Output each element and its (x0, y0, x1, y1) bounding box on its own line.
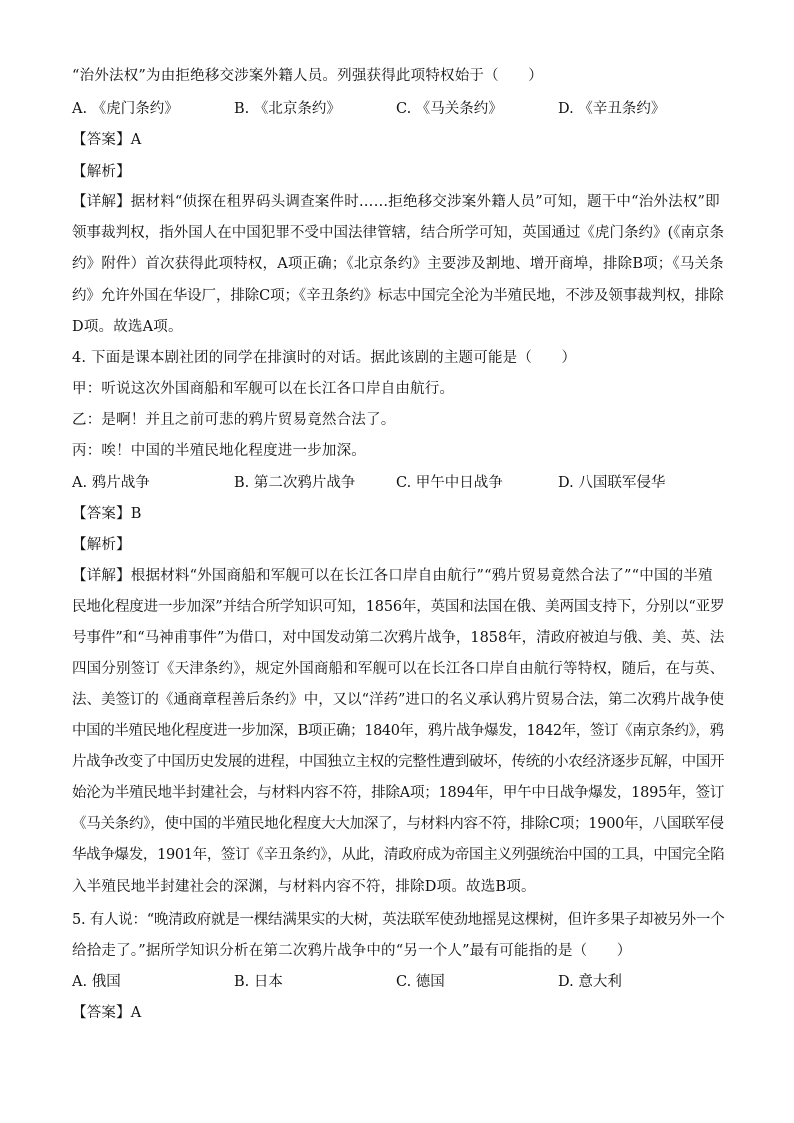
q4-detail-line: 法、美签订的《通商章程善后条约》中，又以“洋药”进口的名义承认鸦片贸易合法，第二次鸦片战争使 (72, 692, 725, 708)
q4-detail-line: 《马关条约》，使中国的半殖民地化程度大大加深了，与材料内容不符，排除C项；1900年，八国联军侵 (72, 816, 724, 832)
q3-option-a: A. 《虎门条约》 (72, 101, 179, 117)
q4-detail-line: 入半殖民地半封建社会的深渊，与材料内容不符，排除D项。故选B项。 (72, 879, 536, 895)
q5-stem-line: 5. 有人说：“晚清政府就是一棵结满果实的大树，英法联军使劲地摇晃这棵树，但许多果子却被另外一个 (72, 912, 725, 928)
q4-detail-line: 华战争爆发，1901年，签订《辛丑条约》，从此，清政府成为帝国主义列强统治中国的工具，中国完全陷 (72, 847, 725, 863)
q4-option-a: A. 鸦片战争 (72, 475, 150, 491)
q5-option-d: D. 意大利 (558, 974, 622, 990)
q4-answer: 【答案】B (72, 506, 142, 522)
q4-detail-line: 民地化程度进一步加深”并结合所学知识可知，1856年，英国和法国在俄、美两国支持下，分别以“亚罗 (72, 599, 725, 615)
q3-analysis-label: 【解析】 (72, 164, 131, 180)
q3-detail-line: 约》允许外国在华设厂，排除C项；《辛丑条约》标志中国完全沦为半殖民地，不涉及领事裁判权，排除 (72, 288, 724, 304)
q4-dialog-line: 甲：听说这次外国商船和军舰可以在长江各口岸自由航行。 (72, 381, 455, 397)
q3-detail-line: 领事裁判权，指外国人在中国犯罪不受中国法律管辖，结合所学可知，英国通过《虎门条约》(《南京条 (72, 225, 725, 241)
q5-option-b: B. 日本 (234, 974, 283, 990)
q5-answer: 【答案】A (72, 1005, 142, 1021)
q4-dialog-line: 丙：唉！中国的半殖民地化程度进一步加深。 (72, 443, 366, 459)
q4-detail-line: 四国分别签订《天津条约》，规定外国商船和军舰可以在长江各口岸自由航行等特权，随后，在与英、 (72, 661, 725, 677)
q3-stem: “治外法权”为由拒绝移交涉案外籍人员。列强获得此项特权始于（ ） (72, 68, 543, 84)
q4-detail-line: 号事件”和“马神甫事件”为借口，对中国发动第二次鸦片战争，1858年，清政府被迫与俄、美、英、法 (72, 630, 725, 646)
q3-option-b: B. 《北京条约》 (234, 101, 341, 117)
q5-option-a: A. 俄国 (72, 974, 121, 990)
q5-option-c: C. 德国 (396, 974, 445, 990)
q3-option-c: C. 《马关条约》 (396, 101, 503, 117)
q4-detail-line: 中国的半殖民地化程度进一步加深，B项正确；1840年，鸦片战争爆发，1842年，签订《南京条约》，鸦 (72, 723, 724, 739)
q4-option-d: D. 八国联军侵华 (558, 475, 666, 491)
q4-detail-line: 片战争改变了中国历史发展的进程，中国独立主权的完整性遭到破坏，传统的小农经济逐步瓦解，中国开 (72, 754, 725, 770)
q3-answer: 【答案】A (72, 132, 142, 148)
q4-stem: 4. 下面是课本剧社团的同学在排演时的对话。据此该剧的主题可能是（ ） (72, 350, 577, 366)
q4-dialog-line: 乙：是啊！并且之前可悲的鸦片贸易竟然合法了。 (72, 412, 396, 428)
q4-analysis-label: 【解析】 (72, 537, 131, 553)
q4-detail-line: 【详解】根据材料“外国商船和军舰可以在长江各口岸自由航行”“鸦片贸易竟然合法了”“中国的半殖 (72, 568, 713, 584)
q3-option-d: D. 《辛丑条约》 (558, 101, 666, 117)
q3-detail-line: 约》附件）首次获得此项特权，A项正确；《北京条约》主要涉及割地、增开商埠，排除B项；《马关条 (72, 256, 724, 272)
q3-detail-line: 【详解】据材料“侦探在租界码头调查案件时……拒绝移交涉案外籍人员”可知，题干中“治外法权”即 (72, 194, 720, 210)
q4-option-b: B. 第二次鸦片战争 (234, 475, 356, 491)
q4-option-c: C. 甲午中日战争 (396, 475, 503, 491)
q4-detail-line: 始沦为半殖民地半封建社会，与材料内容不符，排除A项；1894年，甲午中日战争爆发，1895年，签订 (72, 785, 725, 801)
q3-detail-line: D项。故选A项。 (72, 319, 183, 335)
q5-stem-line: 给拾走了。”据所学知识分析在第二次鸦片战争中的“另一个人”最有可能指的是（ ） (72, 943, 632, 959)
